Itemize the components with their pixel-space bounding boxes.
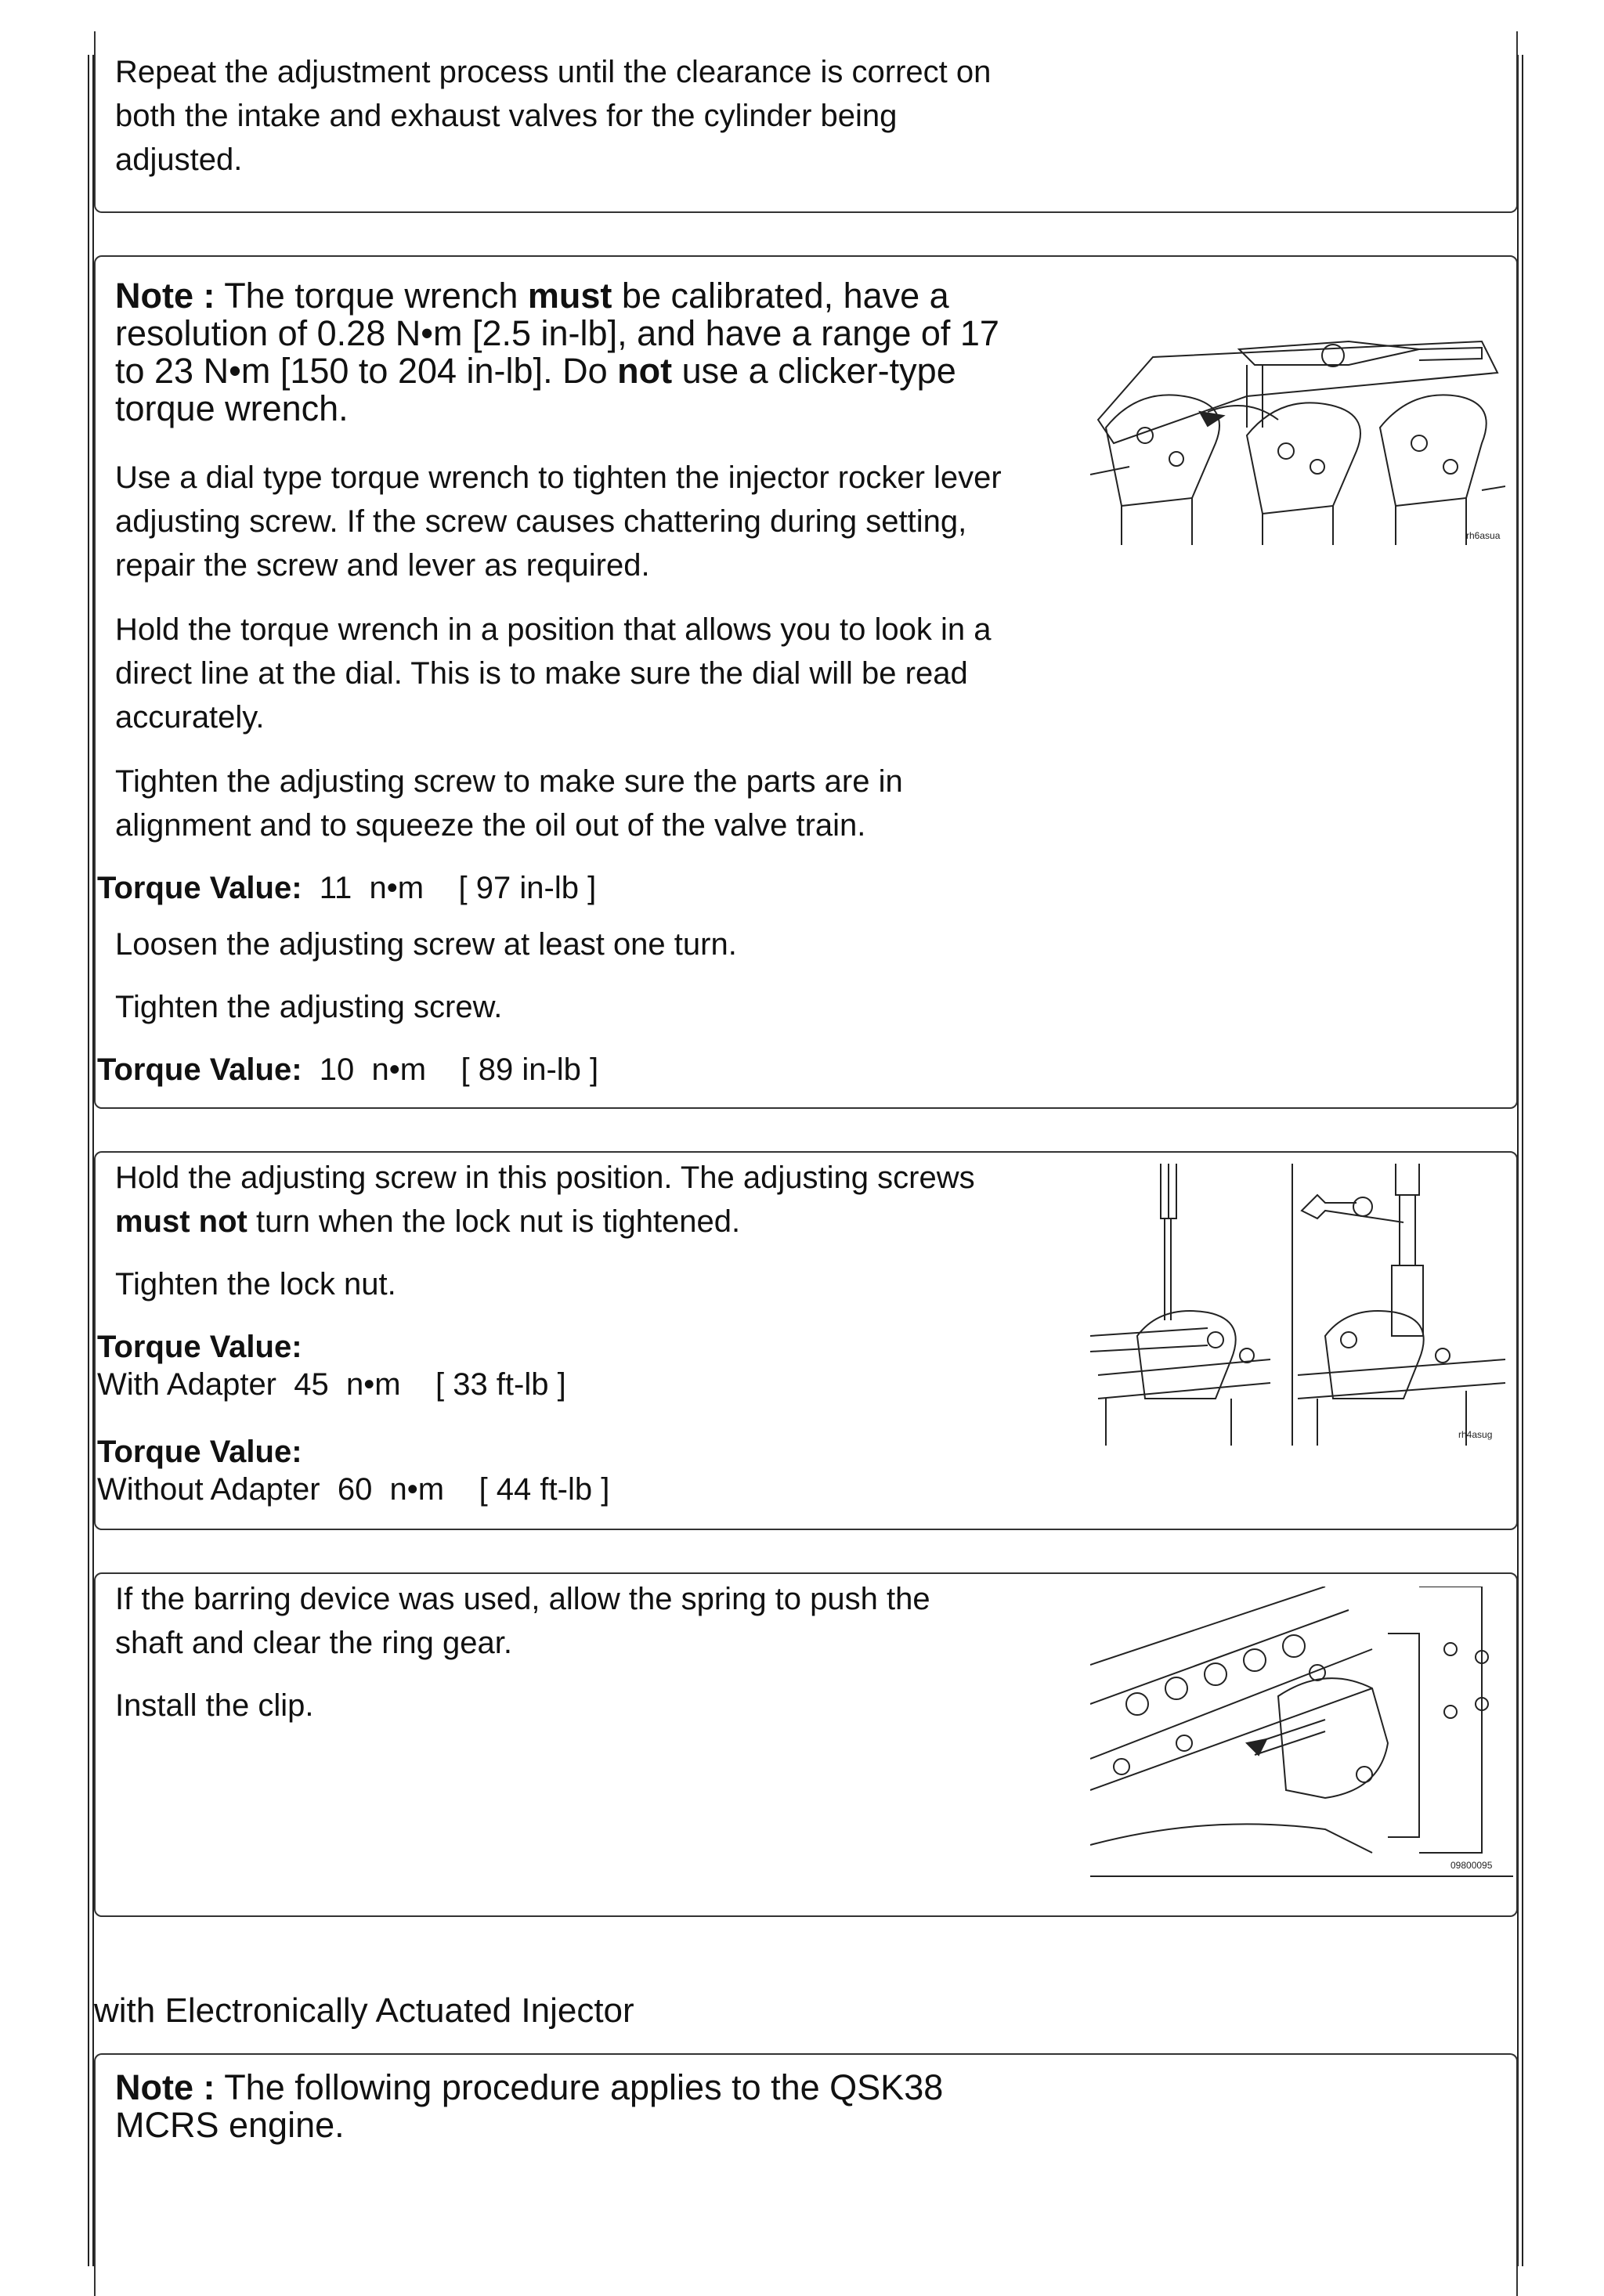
figure-code: 09800095: [1450, 1860, 1493, 1871]
torque-value-11nm: Torque Value: 11 n•m [ 97 in-lb ]: [97, 871, 597, 905]
note-qsk38-mcrs: [94, 2053, 1518, 2296]
torque-value-without-adapter: Torque Value: Without Adapter 60 n•m [ 44 ft-lb ]: [97, 1435, 610, 1507]
rocker-lever-torque-wrench-illustration: [1090, 310, 1505, 545]
paragraph-loosen-screw: Loosen the adjusting screw at least one turn.: [115, 927, 737, 962]
section-heading: with Electronically Actuated Injector: [94, 1991, 634, 2030]
left-margin-rule: [88, 55, 89, 2266]
figure-code: rh4asug: [1458, 1429, 1493, 1440]
paragraph-tighten-alignment: Tighten the adjusting screw to make sure the parts are in alignment and to squeeze the oil out of the valve train.: [115, 764, 903, 843]
torque-value-with-adapter: Torque Value: With Adapter 45 n•m [ 33 ft-lb ]: [97, 1330, 566, 1402]
right-margin-rule: [1522, 55, 1523, 2266]
step-torque-wrench: [94, 255, 1518, 1109]
step-repeat-adjustment: [94, 31, 1518, 213]
paragraph-install-clip: Install the clip.: [115, 1688, 314, 1723]
step-install-clip: [94, 1572, 1518, 1917]
step-text: Repeat the adjustment process until the clearance is correct on both the intake and exhaust valves for the cylinder being adjusted.: [115, 55, 992, 177]
torque-value-10nm: Torque Value: 10 n•m [ 89 in-lb ]: [97, 1052, 599, 1087]
lock-nut-screwdriver-illustration: [1090, 1164, 1513, 1446]
paragraph-tighten-screw: Tighten the adjusting screw.: [115, 990, 503, 1024]
figure-code: rh6asua: [1466, 530, 1501, 541]
paragraph-hold-wrench: Hold the torque wrench in a position that allows you to look in a direct line at the dial. This is to make sure the dial will be read accurately.: [115, 612, 992, 735]
barring-device-illustration: [1090, 1587, 1513, 1884]
paragraph-hold-adjusting-screw: Hold the adjusting screw in this position. The adjusting screws must not turn when the lock nut is tightened.: [115, 1161, 975, 1239]
paragraph-tighten-lock-nut: Tighten the lock nut.: [115, 1267, 396, 1301]
note-procedure-applies: Note : The following procedure applies to the QSK38 MCRS engine.: [115, 2067, 944, 2145]
step-tighten-lock-nut: [94, 1151, 1518, 1530]
note-torque-wrench: Note : The torque wrench must be calibrated, have a resolution of 0.28 N•m [2.5 in-lb], and have a range of 17 to 23 N•m [150 to 204 in-lb]. Do not use a clicker-type torque wrench.: [115, 276, 999, 428]
paragraph-dial-wrench: Use a dial type torque wrench to tighten the injector rocker lever adjusting screw. If the screw causes chattering during setting, repair the screw and lever as required.: [115, 460, 1002, 583]
paragraph-barring-device: If the barring device was used, allow the spring to push the shaft and clear the ring gear.: [115, 1582, 930, 1660]
